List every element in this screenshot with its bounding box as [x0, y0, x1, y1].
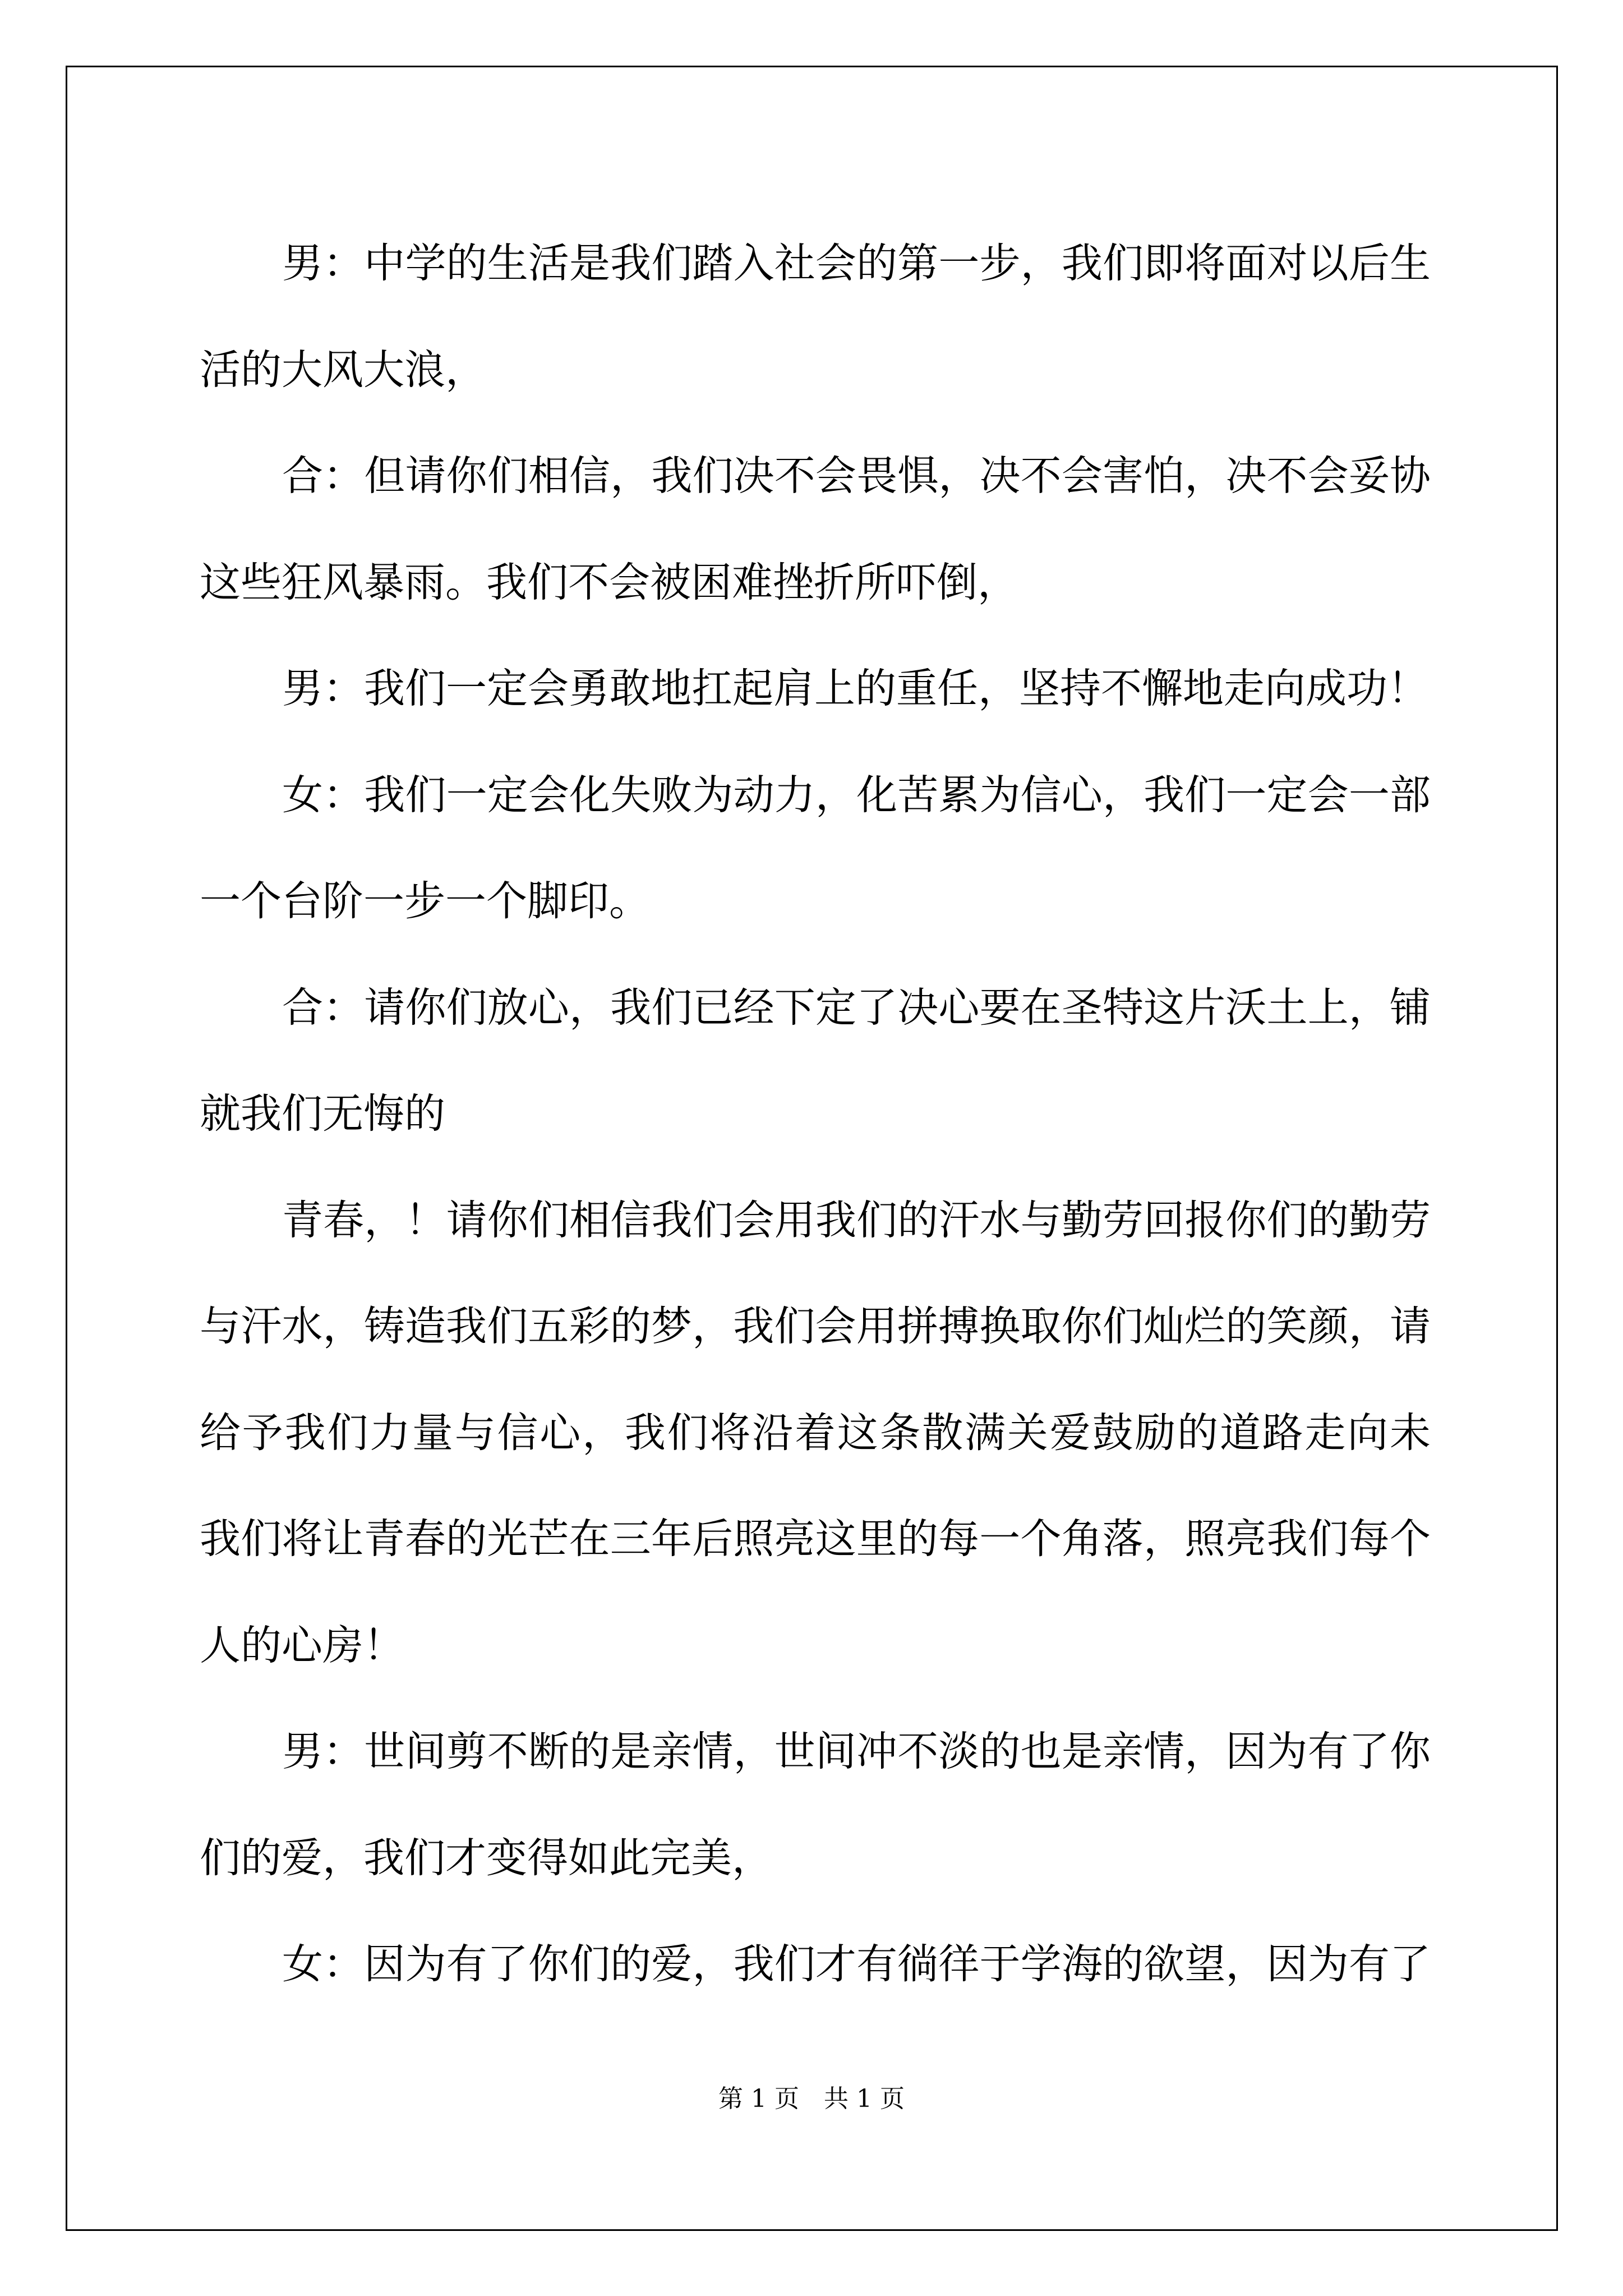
text-line-15: 男：世间剪不断的是亲情，世间冲不淡的也是亲情，因为有了你: [282, 1728, 1431, 1775]
text-line-14: 人的心房！: [200, 1621, 404, 1669]
document-body: [200, 210, 1431, 2018]
text-line-11: 与汗水，铸造我们五彩的梦，我们会用拼搏换取你们灿烂的笑颜，请: [200, 1303, 1431, 1350]
text-line-2: 活的大风大浪，: [200, 346, 486, 394]
text-line-6: 女：我们一定会化失败为动力，化苦累为信心，我们一定会一部: [282, 771, 1431, 819]
text-line-8: 合：请你们放心，我们已经下定了决心要在圣特这片沃土上，铺: [282, 983, 1431, 1032]
text-line-17: 女：因为有了你们的爱，我们才有徜徉于学海的欲望，因为有了: [282, 1940, 1431, 1988]
text-line-13: 我们将让青春的光芒在三年后照亮这里的每一个角落，照亮我们每个: [200, 1515, 1431, 1563]
text-line-1: 男：中学的生活是我们踏入社会的第一步，我们即将面对以后生: [282, 240, 1431, 287]
text-line-7: 一个台阶一步一个脚印。: [200, 877, 650, 925]
text-line-10: 青春，！请你们相信我们会用我们的汗水与勤劳回报你们的勤劳: [282, 1196, 1431, 1244]
page-number-footer: 第 1 页 共 1 页: [718, 2085, 905, 2113]
text-line-16: 们的爱，我们才变得如此完美，: [200, 1834, 773, 1882]
text-line-4: 这些狂风暴雨。我们不会被困难挫折所吓倒，: [200, 558, 1018, 606]
text-line-5: 男：我们一定会勇敢地扛起肩上的重任，坚持不懈地走向成功！: [282, 665, 1428, 712]
text-line-12: 给予我们力量与信心，我们将沿着这条散满关爱鼓励的道路走向未: [200, 1409, 1431, 1457]
text-line-3: 合：但请你们相信，我们决不会畏惧，决不会害怕，决不会妥协: [282, 452, 1431, 500]
text-line-9: 就我们无悔的: [200, 1090, 445, 1138]
